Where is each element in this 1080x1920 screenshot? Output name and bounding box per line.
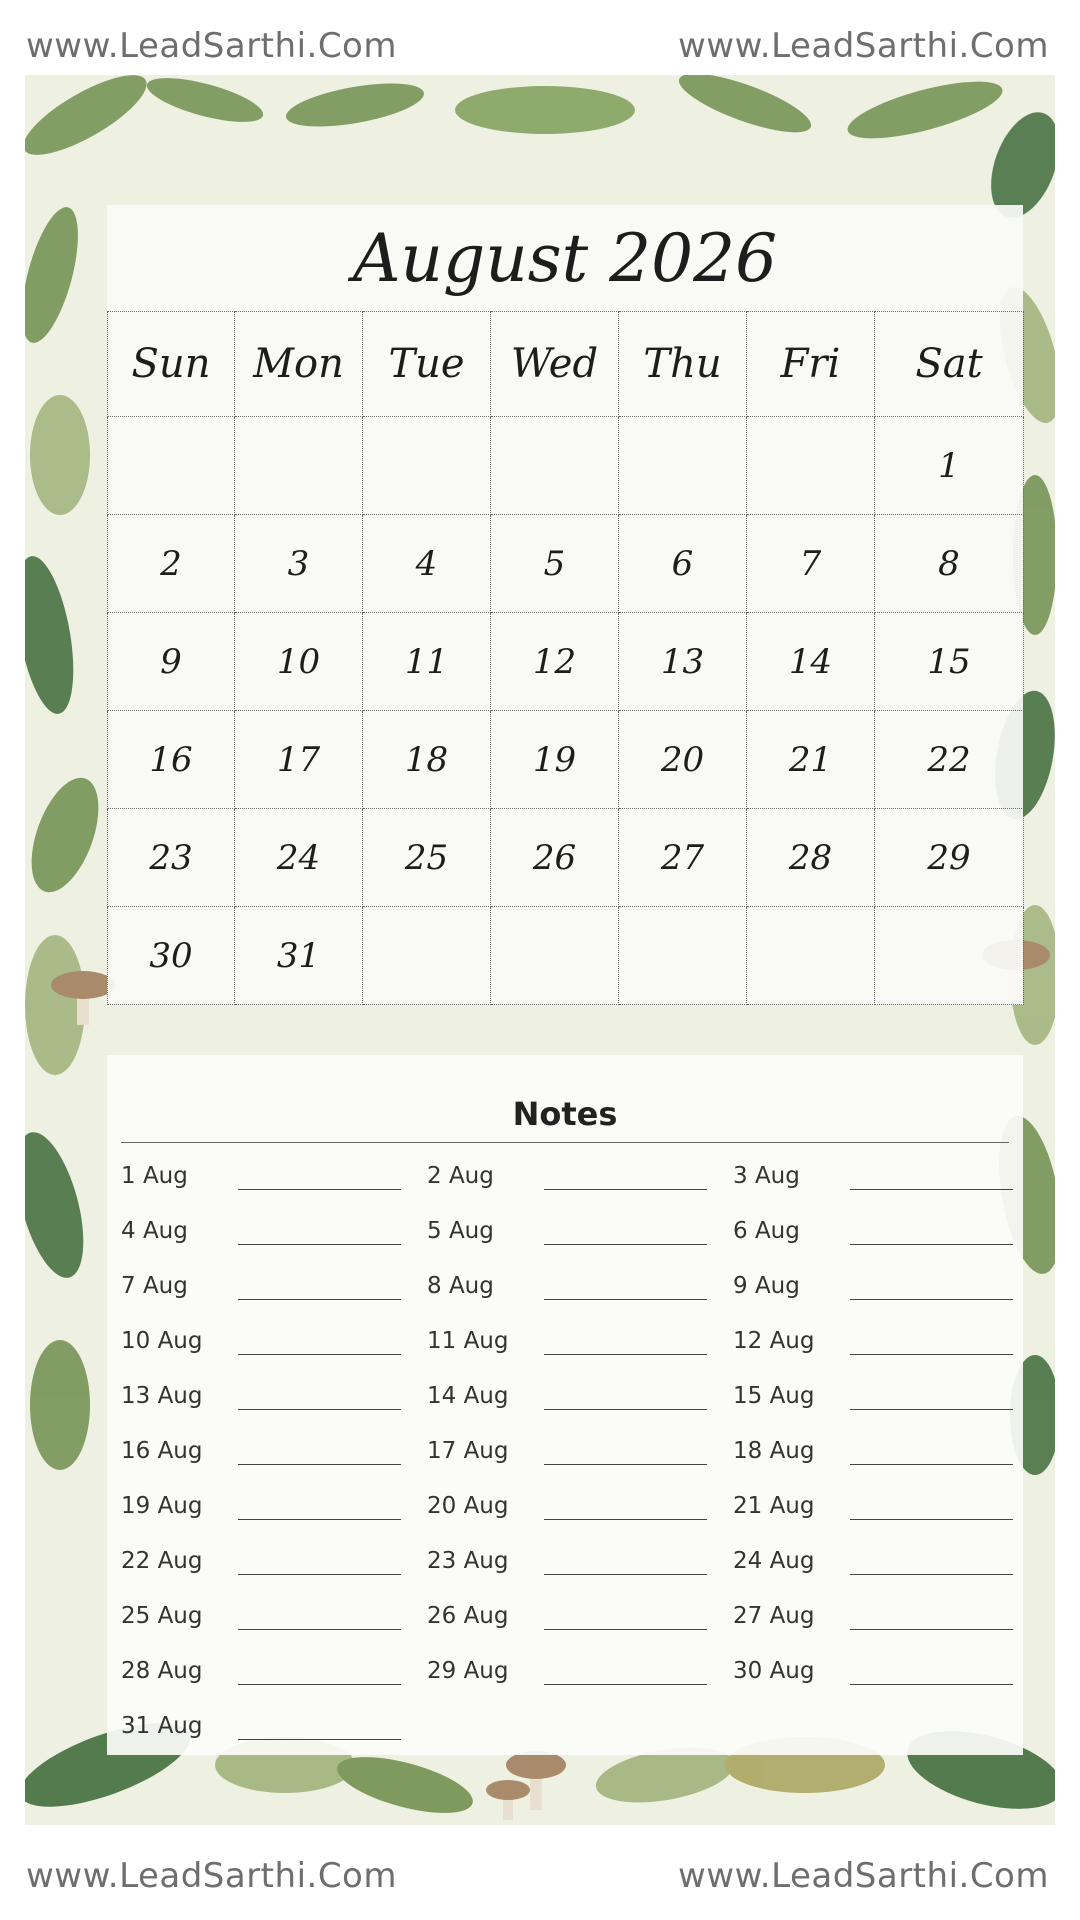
- month-title: August 2026: [352, 219, 778, 297]
- note-entry: [427, 1375, 717, 1415]
- note-entry: [121, 1485, 411, 1525]
- note-date-label: 10 Aug: [121, 1328, 203, 1354]
- note-date-label: 17 Aug: [427, 1438, 509, 1464]
- note-entry: [427, 1155, 717, 1195]
- note-writing-line: [850, 1629, 1013, 1630]
- note-entry: [427, 1210, 717, 1250]
- note-date-label: 7 Aug: [121, 1273, 188, 1299]
- calendar-day-cell: 22: [875, 711, 1024, 809]
- note-date-label: 6 Aug: [733, 1218, 800, 1244]
- note-entry: [733, 1485, 1023, 1525]
- note-entry: [733, 1320, 1023, 1360]
- note-date-label: 3 Aug: [733, 1163, 800, 1189]
- note-writing-line: [544, 1409, 707, 1410]
- note-writing-line: [238, 1629, 401, 1630]
- calendar-week-row: [108, 809, 1024, 907]
- calendar-day-cell: 12: [491, 613, 619, 711]
- calendar-day-cell: 29: [875, 809, 1024, 907]
- note-entry: [733, 1265, 1023, 1305]
- weekday-header: Sun: [108, 312, 235, 417]
- calendar-empty-cell: [747, 907, 875, 1005]
- calendar-empty-cell: [235, 417, 363, 515]
- note-writing-line: [238, 1739, 401, 1740]
- calendar-day-cell: 3: [235, 515, 363, 613]
- note-date-label: 30 Aug: [733, 1658, 815, 1684]
- note-date-label: 20 Aug: [427, 1493, 509, 1519]
- note-entry: [121, 1595, 411, 1635]
- note-writing-line: [544, 1684, 707, 1685]
- calendar-empty-cell: [491, 907, 619, 1005]
- calendar-day-cell: 6: [619, 515, 747, 613]
- note-writing-line: [238, 1409, 401, 1410]
- note-writing-line: [238, 1354, 401, 1355]
- note-date-label: 15 Aug: [733, 1383, 815, 1409]
- note-date-label: 16 Aug: [121, 1438, 203, 1464]
- calendar-day-cell: 19: [491, 711, 619, 809]
- calendar-week-row: [108, 613, 1024, 711]
- note-entry: [427, 1485, 717, 1525]
- calendar-day-cell: 25: [363, 809, 491, 907]
- calendar-empty-cell: [363, 417, 491, 515]
- note-entry: [121, 1430, 411, 1470]
- note-writing-line: [238, 1684, 401, 1685]
- note-writing-line: [850, 1519, 1013, 1520]
- note-entry: [733, 1375, 1023, 1415]
- watermark-top-left: www.LeadSarthi.Com: [26, 26, 397, 66]
- weekday-header: Fri: [747, 312, 875, 417]
- note-date-label: 4 Aug: [121, 1218, 188, 1244]
- note-writing-line: [850, 1464, 1013, 1465]
- note-writing-line: [238, 1519, 401, 1520]
- note-writing-line: [850, 1244, 1013, 1245]
- calendar-day-cell: 8: [875, 515, 1024, 613]
- calendar-day-cell: 7: [747, 515, 875, 613]
- calendar-day-cell: 5: [491, 515, 619, 613]
- calendar-empty-cell: [875, 907, 1024, 1005]
- note-entry: [733, 1650, 1023, 1690]
- note-entry: [427, 1540, 717, 1580]
- note-date-label: 12 Aug: [733, 1328, 815, 1354]
- weekday-header: Thu: [619, 312, 747, 417]
- note-entry: [121, 1540, 411, 1580]
- note-date-label: 29 Aug: [427, 1658, 509, 1684]
- calendar-grid: [107, 311, 1024, 1005]
- calendar-week-row: [108, 711, 1024, 809]
- note-writing-line: [238, 1299, 401, 1300]
- note-writing-line: [238, 1464, 401, 1465]
- calendar-day-cell: 17: [235, 711, 363, 809]
- calendar-day-cell: 1: [875, 417, 1024, 515]
- watermark-bottom-left: www.LeadSarthi.Com: [26, 1856, 397, 1896]
- calendar-day-cell: 21: [747, 711, 875, 809]
- note-writing-line: [238, 1189, 401, 1190]
- note-entry: [427, 1595, 717, 1635]
- note-writing-line: [544, 1574, 707, 1575]
- note-date-label: 24 Aug: [733, 1548, 815, 1574]
- note-entry: [427, 1265, 717, 1305]
- note-writing-line: [544, 1244, 707, 1245]
- calendar-empty-cell: [619, 907, 747, 1005]
- note-entry: [733, 1540, 1023, 1580]
- calendar-week-row: [108, 417, 1024, 515]
- note-entry: [733, 1155, 1023, 1195]
- note-date-label: 25 Aug: [121, 1603, 203, 1629]
- calendar-day-cell: 16: [108, 711, 235, 809]
- note-writing-line: [544, 1519, 707, 1520]
- calendar-panel: [107, 205, 1023, 1005]
- note-writing-line: [850, 1299, 1013, 1300]
- note-date-label: 2 Aug: [427, 1163, 494, 1189]
- note-writing-line: [238, 1574, 401, 1575]
- calendar-empty-cell: [747, 417, 875, 515]
- note-entry: [121, 1375, 411, 1415]
- note-date-label: 8 Aug: [427, 1273, 494, 1299]
- note-date-label: 27 Aug: [733, 1603, 815, 1629]
- decorative-frame: [25, 75, 1055, 1825]
- note-entry: [733, 1430, 1023, 1470]
- note-date-label: 14 Aug: [427, 1383, 509, 1409]
- note-entry: [733, 1595, 1023, 1635]
- calendar-day-cell: 23: [108, 809, 235, 907]
- calendar-day-cell: 27: [619, 809, 747, 907]
- note-entry: [121, 1210, 411, 1250]
- note-date-label: 5 Aug: [427, 1218, 494, 1244]
- note-date-label: 31 Aug: [121, 1713, 203, 1739]
- note-entry: [427, 1430, 717, 1470]
- note-writing-line: [850, 1189, 1013, 1190]
- note-entry: [427, 1320, 717, 1360]
- notes-divider: [121, 1142, 1009, 1143]
- note-writing-line: [544, 1464, 707, 1465]
- weekday-header: Wed: [491, 312, 619, 417]
- note-entry: [121, 1155, 411, 1195]
- notes-title: Notes: [512, 1095, 618, 1133]
- note-date-label: 26 Aug: [427, 1603, 509, 1629]
- note-writing-line: [544, 1299, 707, 1300]
- note-date-label: 19 Aug: [121, 1493, 203, 1519]
- note-date-label: 18 Aug: [733, 1438, 815, 1464]
- calendar-day-cell: 10: [235, 613, 363, 711]
- note-date-label: 23 Aug: [427, 1548, 509, 1574]
- calendar-day-cell: 26: [491, 809, 619, 907]
- calendar-day-cell: 20: [619, 711, 747, 809]
- note-writing-line: [850, 1574, 1013, 1575]
- calendar-day-cell: 18: [363, 711, 491, 809]
- calendar-day-cell: 4: [363, 515, 491, 613]
- weekday-header: Sat: [875, 312, 1024, 417]
- calendar-day-cell: 11: [363, 613, 491, 711]
- note-writing-line: [544, 1354, 707, 1355]
- notes-panel: [107, 1055, 1023, 1755]
- note-entry: [121, 1320, 411, 1360]
- calendar-body: [108, 417, 1024, 1005]
- note-writing-line: [544, 1189, 707, 1190]
- calendar-empty-cell: [363, 907, 491, 1005]
- note-date-label: 28 Aug: [121, 1658, 203, 1684]
- note-writing-line: [544, 1629, 707, 1630]
- watermark-top-right: www.LeadSarthi.Com: [678, 26, 1049, 66]
- note-writing-line: [850, 1684, 1013, 1685]
- note-entry: [121, 1265, 411, 1305]
- calendar-day-cell: 2: [108, 515, 235, 613]
- note-entry: [733, 1210, 1023, 1250]
- note-date-label: 11 Aug: [427, 1328, 509, 1354]
- calendar-day-cell: 31: [235, 907, 363, 1005]
- calendar-day-cell: 13: [619, 613, 747, 711]
- calendar-week-row: [108, 515, 1024, 613]
- note-date-label: 1 Aug: [121, 1163, 188, 1189]
- calendar-day-cell: 9: [108, 613, 235, 711]
- calendar-day-cell: 15: [875, 613, 1024, 711]
- note-writing-line: [850, 1354, 1013, 1355]
- calendar-empty-cell: [619, 417, 747, 515]
- note-date-label: 13 Aug: [121, 1383, 203, 1409]
- calendar-empty-cell: [491, 417, 619, 515]
- note-writing-line: [238, 1244, 401, 1245]
- calendar-empty-cell: [108, 417, 235, 515]
- note-date-label: 22 Aug: [121, 1548, 203, 1574]
- weekday-header-row: [108, 312, 1024, 417]
- note-entry: [121, 1705, 411, 1745]
- calendar-week-row: [108, 907, 1024, 1005]
- note-entry: [427, 1650, 717, 1690]
- note-entry: [121, 1650, 411, 1690]
- calendar-day-cell: 14: [747, 613, 875, 711]
- calendar-day-cell: 28: [747, 809, 875, 907]
- note-writing-line: [850, 1409, 1013, 1410]
- calendar-day-cell: 30: [108, 907, 235, 1005]
- weekday-header: Mon: [235, 312, 363, 417]
- watermark-bottom-right: www.LeadSarthi.Com: [678, 1856, 1049, 1896]
- note-date-label: 9 Aug: [733, 1273, 800, 1299]
- note-date-label: 21 Aug: [733, 1493, 815, 1519]
- weekday-header: Tue: [363, 312, 491, 417]
- calendar-day-cell: 24: [235, 809, 363, 907]
